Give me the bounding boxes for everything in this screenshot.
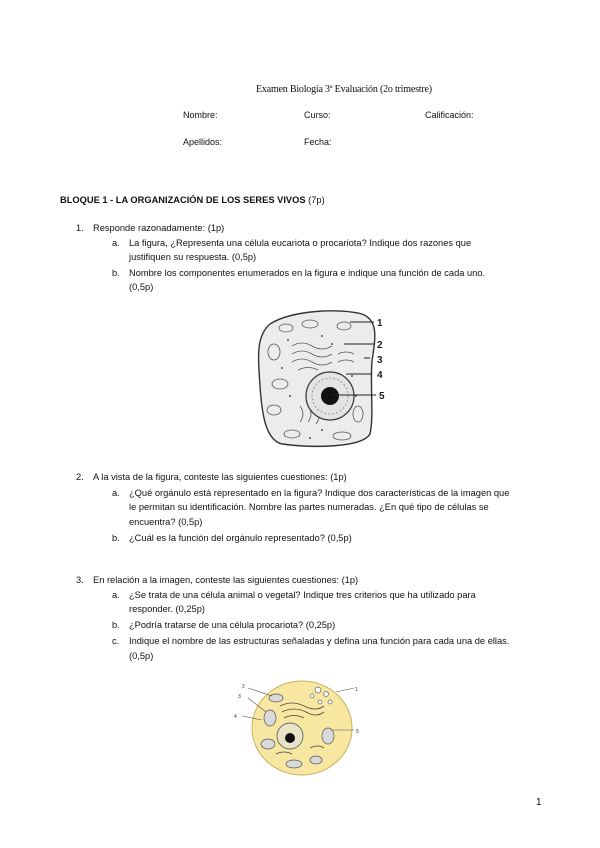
cell-nucleolus — [285, 733, 295, 743]
q2-a-line2: le permitan su identificación. Nombre las partes numeradas. ¿En qué tipo de células se — [129, 502, 489, 512]
nombre-label: Nombre: — [183, 110, 218, 120]
q3-number: 3. — [76, 575, 84, 585]
q1-a-line1: La figura, ¿Representa una célula eucariota o procariota? Indique dos razones que — [129, 238, 472, 248]
q3-a-line1: ¿Se trata de una célula animal o vegetal? Indique tres criterios que ha utilizado para — [129, 590, 476, 600]
nucleolus — [321, 387, 339, 405]
q1-b-line2: (0,5p) — [129, 282, 154, 292]
block-title: BLOQUE 1 - LA ORGANIZACIÓN DE LOS SERES VIVOS — [60, 195, 306, 205]
fig2-label-5: 5 — [356, 729, 359, 735]
q2-number: 2. — [76, 472, 84, 482]
page-number: 1 — [536, 797, 542, 808]
curso-label: Curso: — [304, 110, 331, 120]
q3-a-line2: responder. (0,25p) — [129, 604, 205, 614]
q3-c-label: c. — [112, 636, 120, 646]
q2-a-label: a. — [112, 488, 120, 498]
q3-c-line2: (0,5p) — [129, 651, 154, 661]
q1-a-label: a. — [112, 238, 120, 248]
q1-a-line2: justifiquen su respuesta. (0,5p) — [129, 252, 257, 262]
q1-number: 1. — [76, 223, 84, 233]
block-points: (7p) — [308, 195, 325, 205]
fecha-label: Fecha: — [304, 137, 332, 147]
q2-b-line1: ¿Cuál es la función del orgánulo representado? (0,5p) — [129, 533, 352, 543]
fig2-label-1: 1 — [355, 687, 358, 693]
q3-b-label: b. — [112, 620, 120, 630]
q2-a-line1: ¿Qué orgánulo está representado en la figura? Indique dos características de la imagen que — [129, 488, 510, 498]
q2-text: A la vista de la figura, conteste las siguientes cuestiones: (1p) — [93, 472, 347, 482]
q1-b-label: b. — [112, 268, 120, 278]
fig2-label-4: 4 — [234, 714, 237, 720]
calificacion-label: Calificación: — [425, 110, 474, 120]
animal-cell-figure — [232, 676, 372, 780]
fig2-label-3: 3 — [238, 694, 241, 700]
q3-a-label: a. — [112, 590, 120, 600]
fig1-label-3: 3 — [377, 355, 383, 366]
q2-b-label: b. — [112, 533, 120, 543]
fig2-label-2: 2 — [242, 684, 245, 690]
q1-b-line1: Nombre los componentes enumerados en la figura e indique una función de cada uno. — [129, 268, 486, 278]
exam-title: Examen Biología 3ª Evaluación (2o trimestre) — [256, 84, 432, 95]
apellidos-label: Apellidos: — [183, 137, 223, 147]
fig1-label-2: 2 — [377, 340, 383, 351]
fig1-label-5: 5 — [379, 391, 385, 402]
cell-diagram-figure — [252, 306, 402, 452]
q3-c-line1: Indique el nombre de las estructuras señaladas y defina una función para cada una de ellas. — [129, 636, 510, 646]
fig1-label-1: 1 — [377, 318, 383, 329]
block-heading — [60, 195, 325, 205]
q3-b-line1: ¿Podría tratarse de una célula procariota? (0,25p) — [129, 620, 336, 630]
q3-text: En relación a la imagen, conteste las siguientes cuestiones: (1p) — [93, 575, 359, 585]
q2-a-line3: encuentra? (0,5p) — [129, 517, 203, 527]
fig1-label-4: 4 — [377, 370, 383, 381]
cell-body — [252, 681, 352, 775]
q1-text: Responde razonadamente: (1p) — [93, 223, 225, 233]
